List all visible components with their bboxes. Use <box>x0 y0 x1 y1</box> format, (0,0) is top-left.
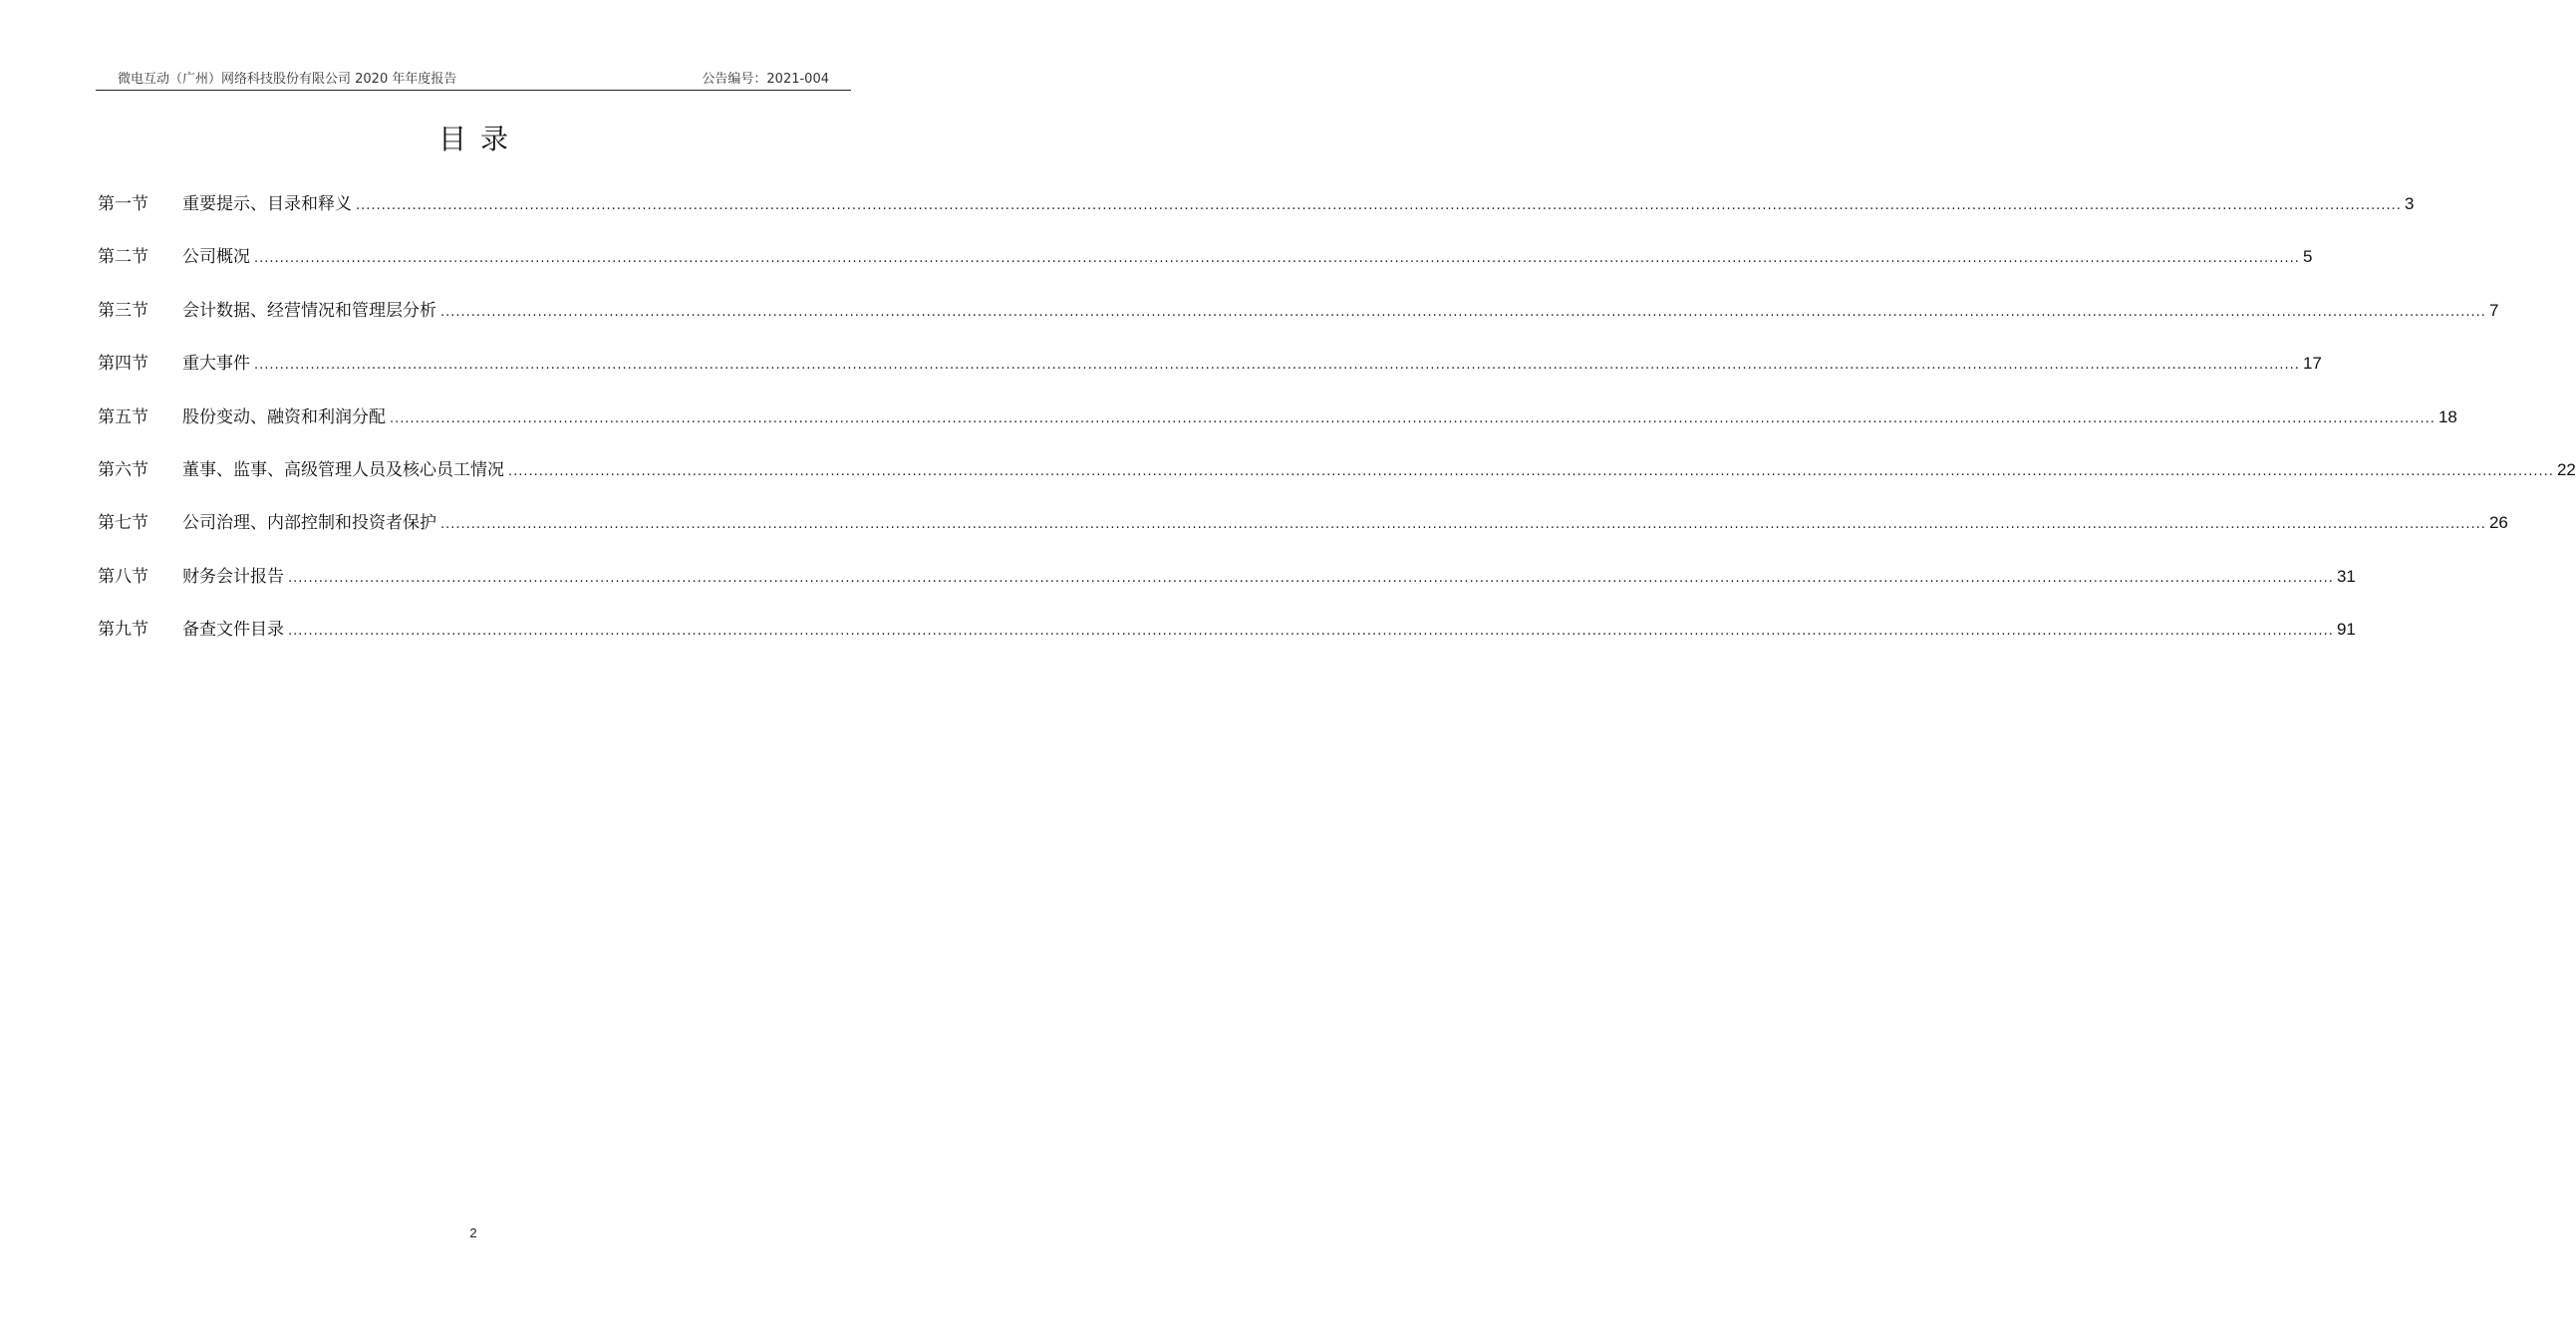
toc-page-number: 91 <box>2336 620 2356 640</box>
toc-section-label: 第二节 <box>98 247 148 268</box>
toc-dot-leader: ................................................................................................................................................................................................................................................................................................................................................................................................................ <box>508 463 2554 479</box>
toc-section-label: 第一节 <box>98 194 148 214</box>
toc-page-number: 3 <box>2404 194 2415 213</box>
toc-section-label: 第八节 <box>98 566 148 587</box>
toc-entry-8[interactable] <box>98 562 2356 615</box>
toc-dot-leader: ................................................................................................................................................................................................................................................................................................................................................................................................................ <box>440 304 2486 320</box>
toc-section-label: 第六节 <box>98 459 148 480</box>
toc-page-number: 26 <box>2488 513 2508 533</box>
toc-title: 目录 <box>437 123 522 155</box>
toc-section-name: 备查文件目录 <box>182 620 284 641</box>
toc-page-number: 7 <box>2488 300 2499 320</box>
toc-dot-leader: ................................................................................................................................................................................................................................................................................................................................................................................................................ <box>440 517 2486 533</box>
toc-section-name: 公司概况 <box>182 247 250 268</box>
toc-section-name: 会计数据、经营情况和管理层分析 <box>182 300 436 321</box>
page-header <box>96 64 851 91</box>
toc-page-number: 18 <box>2437 406 2457 426</box>
toc-dot-leader: ................................................................................................................................................................................................................................................................................................................................................................................................................ <box>390 410 2435 426</box>
toc-entry-6[interactable] <box>98 455 2576 508</box>
toc-entry-4[interactable] <box>98 349 2322 402</box>
toc-entry-3[interactable] <box>98 296 2499 349</box>
toc-section-name: 董事、监事、高级管理人员及核心员工情况 <box>182 459 504 480</box>
toc-entry-1[interactable] <box>98 189 2415 242</box>
toc-entry-2[interactable] <box>98 242 2313 295</box>
toc-entry-7[interactable] <box>98 508 2508 561</box>
toc-section-label: 第五节 <box>98 406 148 427</box>
toc-section-name: 股份变动、融资和利润分配 <box>182 406 386 427</box>
toc-page-number: 5 <box>2302 247 2313 267</box>
toc-section-name: 重大事件 <box>182 354 250 375</box>
toc-entry-5[interactable] <box>98 402 2457 455</box>
header-company-report-title: 微电互动（广州）网络科技股份有限公司 2020 年年度报告 <box>118 72 457 87</box>
toc-section-label: 第九节 <box>98 620 148 641</box>
toc-page-number: 22 <box>2556 459 2576 479</box>
toc-dot-leader: ................................................................................................................................................................................................................................................................................................................................................................................................................ <box>356 198 2402 213</box>
toc-section-name: 重要提示、目录和释义 <box>182 194 352 214</box>
page-number: 2 <box>469 1225 477 1240</box>
toc-section-name: 公司治理、内部控制和投资者保护 <box>182 513 436 534</box>
toc-page-number: 31 <box>2336 566 2356 586</box>
toc-entry-9[interactable] <box>98 615 2356 668</box>
toc-section-name: 财务会计报告 <box>182 566 284 587</box>
toc-dot-leader: ................................................................................................................................................................................................................................................................................................................................................................................................................ <box>288 570 2334 586</box>
toc-section-label: 第三节 <box>98 300 148 321</box>
toc-section-label: 第四节 <box>98 354 148 375</box>
toc-dot-leader: ................................................................................................................................................................................................................................................................................................................................................................................................................ <box>254 358 2300 374</box>
toc-section-label: 第七节 <box>98 513 148 534</box>
toc-dot-leader: ................................................................................................................................................................................................................................................................................................................................................................................................................ <box>288 624 2334 640</box>
table-of-contents <box>98 189 2576 669</box>
header-announcement-number: 公告编号：2021-004 <box>702 72 829 87</box>
toc-page-number: 17 <box>2302 354 2322 374</box>
toc-dot-leader: ................................................................................................................................................................................................................................................................................................................................................................................................................ <box>254 251 2300 267</box>
